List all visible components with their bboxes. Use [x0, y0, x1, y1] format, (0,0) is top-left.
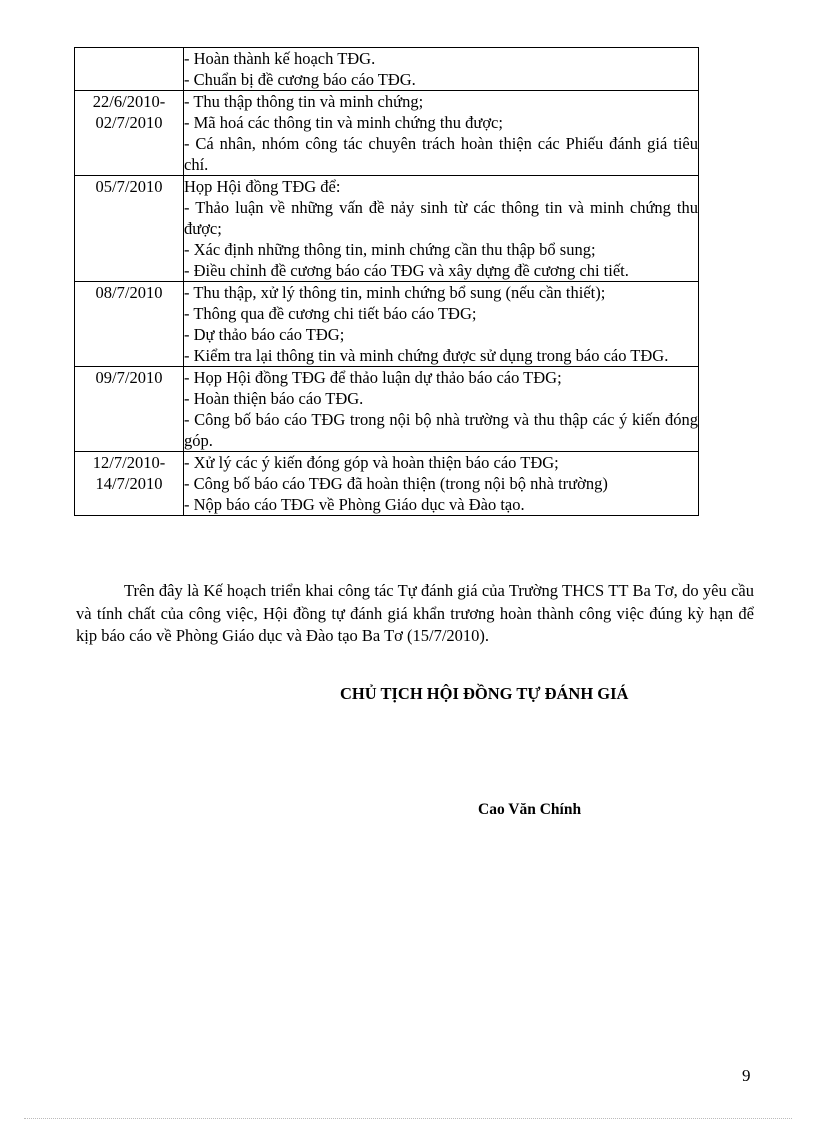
schedule-task: - Mã hoá các thông tin và minh chứng thu được; [184, 113, 503, 132]
schedule-task-cell [184, 367, 699, 452]
schedule-date-cell [75, 48, 184, 91]
schedule-date: 02/7/2010 [95, 113, 163, 132]
schedule-row [75, 91, 699, 176]
schedule-task: - Hoàn thành kế hoạch TĐG. [184, 49, 376, 68]
schedule-task: - Nộp báo cáo TĐG về Phòng Giáo dục và Đào tạo. [184, 495, 525, 514]
schedule-task: - Họp Hội đồng TĐG để thảo luận dự thảo báo cáo TĐG; [184, 368, 562, 387]
schedule-task: - Công bố báo cáo TĐG đã hoàn thiện (trong nội bộ nhà trường) [184, 474, 608, 493]
schedule-task-cell [184, 48, 699, 91]
schedule-date: 09/7/2010 [95, 368, 163, 387]
schedule-date: 22/6/2010- [92, 92, 166, 111]
closing-paragraph: Trên đây là Kế hoạch triển khai công tác Tự đánh giá của Trường THCS TT Ba Tơ, do yêu cầu và tính chất của công việc, Hội đồng tự đánh giá khẩn trương hoàn thành công việc đúng kỳ hạn để kịp báo cáo về Phòng Giáo dục và Đào tạo Ba Tơ (15/7/2010). [76, 581, 754, 645]
schedule-task: - Cá nhân, nhóm công tác chuyên trách hoàn thiện các Phiếu đánh giá tiêu chí. [184, 134, 698, 174]
schedule-row [75, 367, 699, 452]
schedule-task: - Thu thập, xử lý thông tin, minh chứng bổ sung (nếu cần thiết); [184, 283, 606, 302]
schedule-task: - Điều chỉnh đề cương báo cáo TĐG và xây dựng đề cương chi tiết. [184, 261, 629, 280]
schedule-task: - Hoàn thiện báo cáo TĐG. [184, 389, 364, 408]
schedule-date-cell [75, 91, 184, 176]
schedule-date-cell [75, 176, 184, 282]
signer-title: CHỦ TỊCH HỘI ĐỒNG TỰ ĐÁNH GIÁ [340, 684, 629, 703]
page-number: 9 [742, 1066, 751, 1085]
schedule-task-cell [184, 282, 699, 367]
schedule-date-cell [75, 282, 184, 367]
schedule-row [75, 176, 699, 282]
schedule-row [75, 452, 699, 516]
schedule-task-cell [184, 176, 699, 282]
schedule-task: - Xử lý các ý kiến đóng góp và hoàn thiện báo cáo TĐG; [184, 453, 559, 472]
schedule-task: - Thu thập thông tin và minh chứng; [184, 92, 424, 111]
schedule-date-cell [75, 367, 184, 452]
page-bottom-divider [24, 1118, 792, 1119]
schedule-date: 08/7/2010 [95, 283, 163, 302]
signer-name: Cao Văn Chính [478, 801, 582, 818]
schedule-task: - Dự thảo báo cáo TĐG; [184, 325, 345, 344]
schedule-task: - Công bố báo cáo TĐG trong nội bộ nhà trường và thu thập các ý kiến đóng góp. [184, 410, 698, 450]
schedule-task: - Thảo luận về những vấn đề nảy sinh từ các thông tin và minh chứng thu được; [184, 198, 698, 238]
schedule-table [74, 47, 699, 516]
schedule-task-cell [184, 452, 699, 516]
schedule-row [75, 48, 699, 91]
schedule-table-body [75, 48, 699, 516]
schedule-task: Họp Hội đồng TĐG để: [184, 177, 341, 196]
schedule-task: - Xác định những thông tin, minh chứng cần thu thập bổ sung; [184, 240, 596, 259]
schedule-task: - Chuẩn bị đề cương báo cáo TĐG. [184, 70, 416, 89]
schedule-date-cell [75, 452, 184, 516]
schedule-row [75, 282, 699, 367]
schedule-task-cell [184, 91, 699, 176]
schedule-task: - Thông qua đề cương chi tiết báo cáo TĐG; [184, 304, 477, 323]
schedule-task: - Kiểm tra lại thông tin và minh chứng được sử dụng trong báo cáo TĐG. [184, 346, 669, 365]
schedule-date: 05/7/2010 [95, 177, 163, 196]
schedule-date: 14/7/2010 [95, 474, 163, 493]
schedule-date: 12/7/2010- [92, 453, 166, 472]
